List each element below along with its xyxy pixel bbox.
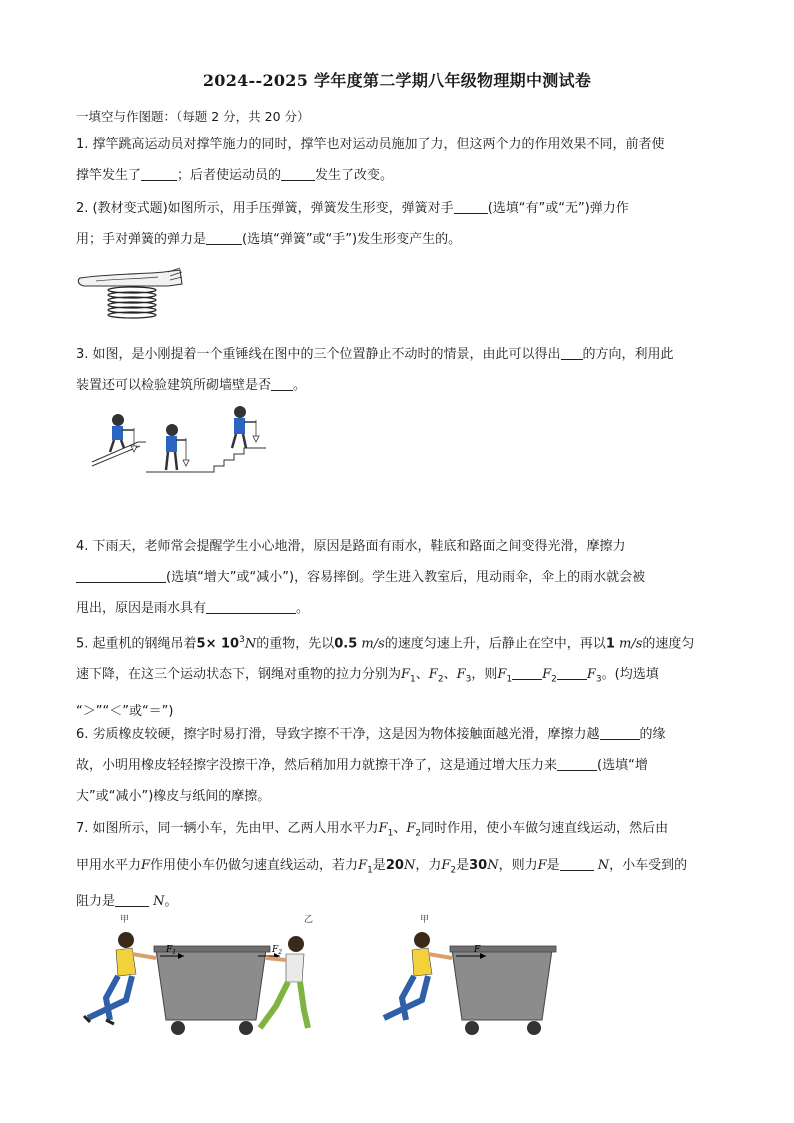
q5-line1: 5. 起重机的钢绳吊着$5\times 10^3N$的重物，先以0.5 m/s的速度匀速上升，后静止在空中，再以1 m/s的速度匀 (76, 635, 695, 652)
answer-blank[interactable] (557, 665, 587, 680)
q4-line1: 4. 下雨天，老师常会提醒学生小心地滑，原因是路面有雨水，鞋底和路面之间变得光滑，摩擦力 (76, 539, 626, 554)
person-icon (166, 424, 189, 470)
answer-blank[interactable] (206, 230, 242, 245)
answer-blank[interactable] (271, 376, 293, 391)
cart-icon (450, 946, 556, 1035)
answer-blank[interactable] (76, 568, 166, 583)
label-jia: 甲 (120, 915, 130, 925)
answer-blank[interactable] (600, 725, 640, 740)
q3-line1: 3. 如图，是小刚提着一个重锤线在图中的三个位置静止不动时的情景，由此可以得出 的方向，利用此 (76, 347, 674, 362)
q6-line2: 故，小明用橡皮轻轻擦字没擦干净，然后稍加用力就擦干净了，这是通过增大压力来 (选填“增 (76, 758, 648, 773)
question-4 (76, 531, 718, 624)
label-yi: 乙 (304, 915, 314, 925)
section-heading: 一填空与作图题：（每题 2 分，共 20 分） (76, 109, 310, 124)
q2-line2: 用；手对弹簧的弹力是 (选填“弹簧”或“手”)发生形变产生的。 (76, 232, 462, 247)
question-1 (76, 129, 718, 191)
q6-line3: 大”或“减小”)橡皮与纸间的摩擦。 (76, 789, 271, 804)
question-6 (76, 719, 718, 812)
person-icon (232, 406, 259, 448)
label-jia-2: 甲 (420, 915, 430, 925)
question-2 (76, 193, 718, 255)
person-jia-icon (384, 932, 452, 1020)
question-7 (76, 813, 718, 917)
page-title: 2024--2025 学年度第二学期八年级物理期中测试卷 (202, 71, 592, 90)
answer-blank[interactable] (512, 665, 542, 680)
q6-line1: 6. 劣质橡皮较硬，擦字时易打滑，导致字擦不干净，这是因为物体接触面越光滑，摩擦力越 的缘 (76, 727, 666, 742)
q5-line3: “＞”“＜”或“＝”) (76, 703, 174, 719)
person-jia-icon (84, 932, 156, 1024)
cart-push-figure (76, 910, 558, 1040)
q2-line1: 2. (教材变式题)如图所示，用手压弹簧，弹簧发生形变，弹簧对手 (选填“有”或“无”)弹力作 (76, 201, 629, 216)
spring-icon (108, 287, 156, 318)
answer-blank[interactable] (561, 345, 583, 360)
hand-spring-figure (76, 264, 186, 324)
person-icon (110, 414, 137, 452)
svg-text:F1: $F_1$ (166, 945, 177, 956)
answer-blank[interactable] (206, 599, 296, 614)
answer-blank[interactable] (454, 199, 488, 214)
q7-line3: 阻力是 N。 (76, 894, 178, 910)
q3-line2: 装置还可以检验建筑所砌墙壁是否 。 (76, 378, 307, 393)
answer-blank[interactable] (141, 166, 177, 181)
answer-blank[interactable] (115, 892, 149, 907)
svg-text:F: F (474, 945, 481, 955)
plumb-line-figure (90, 402, 270, 482)
q4-line3: 甩出，原因是雨水具有 。 (76, 601, 310, 616)
question-3 (76, 339, 718, 401)
answer-blank[interactable] (557, 756, 597, 771)
answer-blank[interactable] (281, 166, 315, 181)
q7-line1: 7. 如图所示，同一辆小车，先由甲、乙两人用水平力$F_1$、$F_2$同时作用，使小车做匀速直线运动，然后由 (76, 821, 669, 839)
q4-line2: (选填“增大”或“减小”)，容易摔倒。学生进入教室后，甩动雨伞，伞上的雨水就会被 (76, 562, 718, 593)
q1-line1: 1. 撑竿跳高运动员对撑竿施力的同时，撑竿也对运动员施加了力，但这两个力的作用效果不同，前者使 (76, 137, 665, 152)
q5-line2: 速下降，在这三个运动状态下，钢绳对重物的拉力分别为$F_1$、$F_2$、$F_3$，则$F_1$ $F_2$ $F_3$。(均选填 (76, 667, 659, 685)
q1-line2: 撑竿发生了 ；后者使运动员的 发生了改变。 (76, 168, 394, 183)
q7-line2: 甲用水平力F作用使小车仍做匀速直线运动，若力$F_1$是20N，力$F_2$是30N，则力F是 N，小车受到的 (76, 857, 688, 876)
question-5 (76, 625, 718, 727)
svg-text:F2: $F_2$ (272, 945, 283, 956)
answer-blank[interactable] (560, 856, 594, 871)
cart-icon (154, 946, 270, 1035)
